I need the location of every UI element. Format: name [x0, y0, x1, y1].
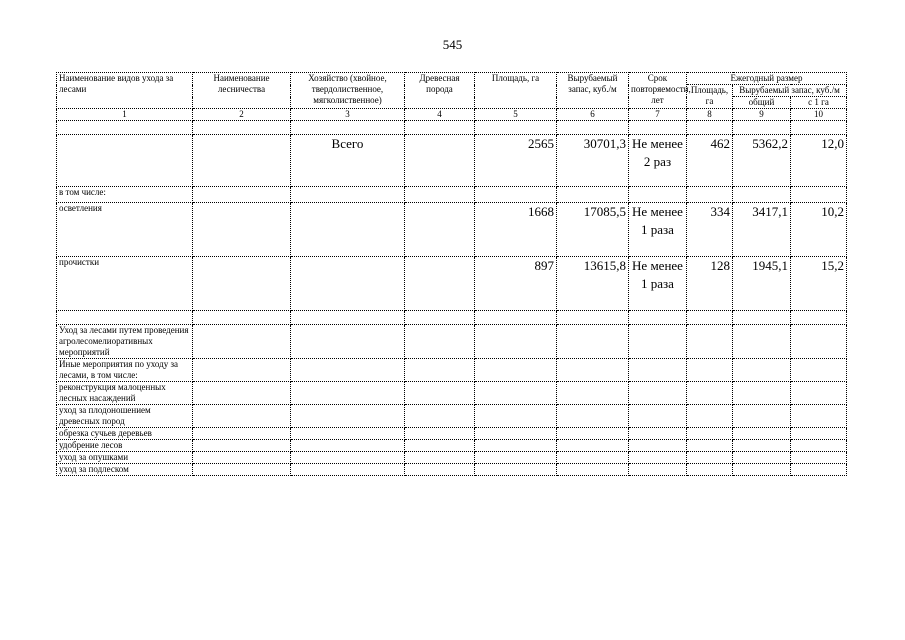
pruning-label: обрезка сучьев деревьев	[57, 428, 193, 440]
page-number: 545	[442, 37, 463, 52]
column-number: 10	[791, 109, 847, 121]
table-row-undergrowth	[57, 464, 847, 476]
table-row-agro	[57, 325, 847, 359]
column-number: 9	[733, 109, 791, 121]
prochistki-label: прочистки	[57, 257, 193, 311]
prochistki-period: Не менее 1 раза	[629, 257, 687, 311]
spacer-row	[57, 121, 847, 135]
agro-label: Уход за лесами путем проведения агролесомелиоративных мероприятий	[57, 325, 193, 359]
header-forestry: Наименование лесничества	[193, 73, 291, 109]
header-annual-total: общий	[733, 97, 791, 109]
total-volume: 30701,3	[557, 135, 629, 187]
prochistki-annual-per-ha: 15,2	[791, 257, 847, 311]
total-annual-area: 462	[687, 135, 733, 187]
forest-care-table	[56, 72, 847, 476]
table-row-edges	[57, 452, 847, 464]
prochistki-annual-volume: 1945,1	[733, 257, 791, 311]
column-number: 6	[557, 109, 629, 121]
edges-label: уход за опушками	[57, 452, 193, 464]
column-number: 4	[405, 109, 475, 121]
header-annual-per-ha: с 1 га	[791, 97, 847, 109]
header-period: Срок повторяемости, лет	[629, 73, 687, 109]
column-number: 5	[475, 109, 557, 121]
table-row-reconstruction	[57, 382, 847, 405]
header-economy: Хозяйство (хвойное, твердолиственное, мягколиственное)	[291, 73, 405, 109]
table-row-prochistki	[57, 257, 847, 311]
table-row-other	[57, 359, 847, 382]
column-number: 1	[57, 109, 193, 121]
header-species: Древесная порода	[405, 73, 475, 109]
header-annual: Ежегодный размер	[687, 73, 847, 85]
table-row-fertilizing	[57, 440, 847, 452]
osvetleniya-annual-volume: 3417,1	[733, 203, 791, 257]
osvetleniya-label: осветления	[57, 203, 193, 257]
table-row-including	[57, 187, 847, 203]
prochistki-area: 897	[475, 257, 557, 311]
header-care-type: Наименование видов ухода за лесами	[57, 73, 193, 109]
total-period: Не менее 2 раз	[629, 135, 687, 187]
total-annual-per-ha: 12,0	[791, 135, 847, 187]
table-row-total	[57, 135, 847, 187]
table-row-pruning	[57, 428, 847, 440]
total-label: Всего	[291, 135, 405, 187]
column-number-row	[57, 109, 847, 121]
other-label: Иные мероприятия по уходу за лесами, в том числе:	[57, 359, 193, 382]
prochistki-annual-area: 128	[687, 257, 733, 311]
total-area: 2565	[475, 135, 557, 187]
fruiting-label: уход за плодоношением древесных пород	[57, 405, 193, 428]
header-volume: Вырубаемый запас, куб./м	[557, 73, 629, 109]
prochistki-volume: 13615,8	[557, 257, 629, 311]
header-annual-area: Площадь, га	[687, 85, 733, 109]
total-annual-volume: 5362,2	[733, 135, 791, 187]
header-area: Площадь, га	[475, 73, 557, 109]
column-number: 3	[291, 109, 405, 121]
osvetleniya-annual-area: 334	[687, 203, 733, 257]
column-number: 2	[193, 109, 291, 121]
osvetleniya-annual-per-ha: 10,2	[791, 203, 847, 257]
spacer-row	[57, 311, 847, 325]
column-number: 8	[687, 109, 733, 121]
fertilizing-label: удобрение лесов	[57, 440, 193, 452]
osvetleniya-area: 1668	[475, 203, 557, 257]
header-row-1	[57, 73, 847, 85]
osvetleniya-volume: 17085,5	[557, 203, 629, 257]
table-row-osvetleniya	[57, 203, 847, 257]
reconstruction-label: реконструкция малоценных лесных насаждений	[57, 382, 193, 405]
header-annual-volume: Вырубаемый запас, куб./м	[733, 85, 847, 97]
undergrowth-label: уход за подлеском	[57, 464, 193, 476]
table-row-fruiting	[57, 405, 847, 428]
including-label: в том числе:	[57, 187, 193, 203]
column-number: 7	[629, 109, 687, 121]
osvetleniya-period: Не менее 1 раза	[629, 203, 687, 257]
